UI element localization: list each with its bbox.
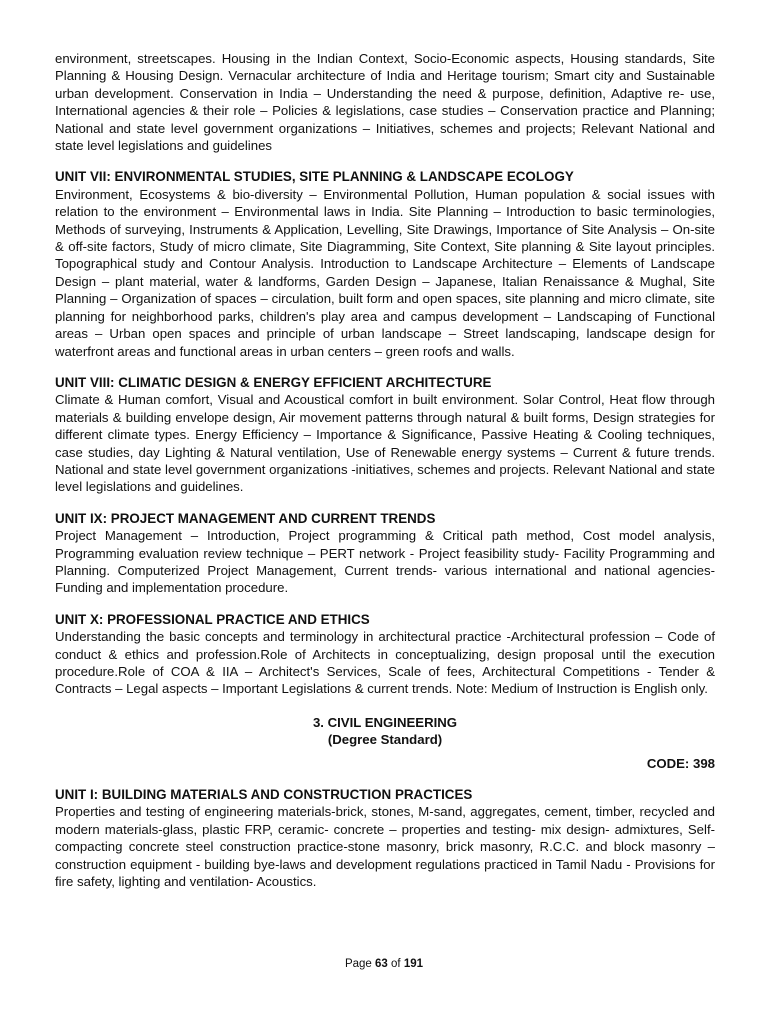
page-footer <box>0 958 768 970</box>
unit-title: UNIT VII: ENVIRONMENTAL STUDIES, SITE PLANNING & LANDSCAPE ECOLOGY <box>55 169 574 185</box>
page-current: 63 <box>375 958 388 970</box>
subject-subtitle: (Degree Standard) <box>327 732 443 748</box>
intro-paragraph: environment, streetscapes. Housing in the Indian Context, Socio-Economic aspects, Housing standards, Site Planning & Housing Design. Vernacular architecture of India and Heritage tourism; Smart city and Sustainable urban development. Conservation in India – Understanding the need & purpose, definition, Adaptive re- use, International agencies & their role – Policies & legislations, case studies – Conservation practice and Planning; National and state level government organizations – Initiatives, schemes and projects; Relevant National and state level legislations and guidelines <box>55 51 715 154</box>
unit-ix <box>55 510 715 597</box>
unit-viii <box>55 374 715 496</box>
page-total: 191 <box>403 958 424 970</box>
unit-x <box>55 611 715 698</box>
unit-title: UNIT IX: PROJECT MANAGEMENT AND CURRENT TRENDS <box>55 510 436 526</box>
subject-title: 3. CIVIL ENGINEERING <box>312 714 458 730</box>
unit-body: Climate & Human comfort, Visual and Acoustical comfort in built environment. Solar Control, Heat flow through materials & building envelope design, Air movement patterns through natural & built forms, Design strategies for different climate types. Energy Efficiency – Importance & Significance, Passive Heating & Cooling techniques, case studies, day Lighting & Natural ventilation, Use of Renewable energy systems – Current & future trends. National and state level government organizations -initiatives, schemes and projects. Relevant National and state level legislations and guidelines. <box>55 392 715 495</box>
unit-vii <box>55 168 715 359</box>
page-separator: of <box>391 958 401 970</box>
unit-body: Project Management – Introduction, Project programming & Critical path method, Cost model analysis, Programming evaluation review technique – PERT network - Project feasibility study- Facility Programming and Planning. Computerized Project Management, Current trends- various international and national agencies- Funding and implementation procedure. <box>55 528 715 596</box>
unit-body: Understanding the basic concepts and terminology in architectural practice -Architectural profession – Code of conduct & ethics and profession.Role of Architects in conceptualizing, design proposal until the execution procedure.Role of COA & IIA – Architect's Services, Scale of fees, Architectural Competitions - Tender & Contracts – Legal aspects – Important Legislations & current trends. Note: Medium of Instruction is English only. <box>55 629 715 697</box>
subject-heading <box>55 714 715 749</box>
unit-title: UNIT VIII: CLIMATIC DESIGN & ENERGY EFFICIENT ARCHITECTURE <box>55 374 492 390</box>
unit-title: UNIT X: PROFESSIONAL PRACTICE AND ETHICS <box>55 611 370 627</box>
page-label: Page <box>344 958 372 970</box>
document-page <box>55 50 715 890</box>
unit-body: Environment, Ecosystems & bio-diversity – Environmental Pollution, Human population & social issues with relation to the environment – Environmental laws in India. Site Planning – Introduction to basic terminologies, Methods of surveying, Instruments & Application, Levelling, Site Drawings, Importance of Site Analysis – On-site & off-site factors, Study of micro climate, Site Diagramming, Site Context, Site planning & Site layout principles. Topographical study and Contour Analysis. Introduction to Landscape Architecture – Elements of Landscape Design – plant material, water & landforms, Garden Design – Japanese, Italian Renaissance & Mughal, Site Planning – Organization of spaces – circulation, built form and open spaces, site planning and micro climate, site planning for neighborhood parks, children's play area and campus development – Landscaping of Functional areas – Urban open spaces and principle of urban landscape – Street landscaping, landscape design for waterfront areas and functional areas in urban centers – green roofs and walls. <box>55 186 715 359</box>
civil-unit-i <box>55 786 715 890</box>
unit-body: Properties and testing of engineering materials-brick, stones, M-sand, aggregates, cement, timber, recycled and modern materials-glass, plastic FRP, ceramic- concrete – properties and testing- mix design- admixtures, Self-compacting concrete steel construction practice-stone masonry, brick masonry, R.C.C. and block masonry – construction equipment - building bye-laws and development regulations practiced in Tamil Nadu - Provisions for fire safety, lighting and ventilation- Acoustics. <box>55 804 715 890</box>
unit-title: UNIT I: BUILDING MATERIALS AND CONSTRUCTION PRACTICES <box>55 787 473 803</box>
subject-code: CODE: 398 <box>646 755 715 771</box>
